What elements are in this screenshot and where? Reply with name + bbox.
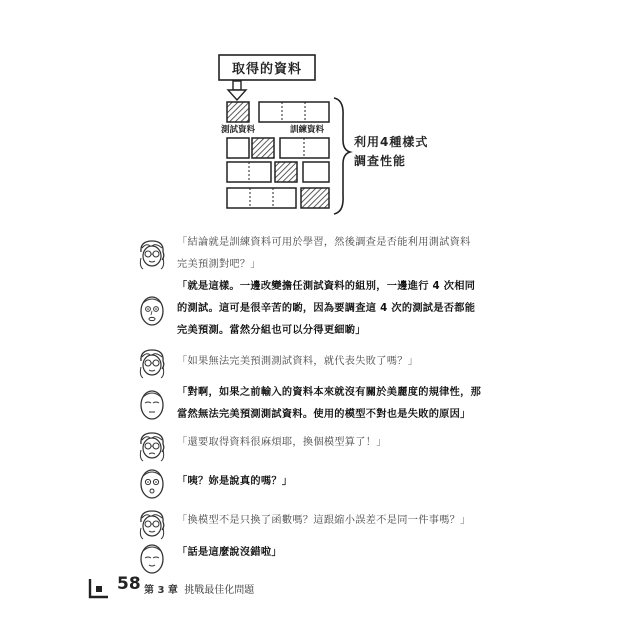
glasses-character-icon [137, 508, 167, 542]
data-title: 取得的資料 [231, 62, 303, 77]
label-train-data: 訓練資料 [289, 125, 325, 135]
round-character-icon [137, 388, 167, 422]
speech-line: 「換模型不是只換了函數嗎？這跟縮小誤差不是同一件事嗎？」 [177, 515, 471, 526]
speech-line: 「話是這麼說沒錯啦」 [177, 547, 282, 558]
label-test-data: 測試資料 [220, 125, 256, 135]
down-arrow-icon [228, 81, 246, 100]
page-footer [88, 574, 488, 604]
speech-text [177, 471, 507, 493]
speech-line: 當然無法完美預測測試資料。使用的模型不對也是失敗的原因」 [177, 409, 471, 420]
speech-text [177, 542, 507, 564]
speech-line: 「如果無法完美預測測試資料，就代表失敗了嗎？」 [177, 356, 419, 367]
fold-row-1 [227, 102, 329, 122]
round-character-icon [137, 542, 167, 576]
speech-line: 完美預測。當然分組也可以分得更細喲」 [177, 325, 366, 336]
page-number: 58 [117, 574, 141, 594]
fold-row-4 [227, 188, 329, 208]
speech-line: 完美預測對吧？」 [177, 259, 261, 270]
speech-text [177, 432, 507, 454]
speech-line: 「咦？妳是說真的嗎？」 [177, 476, 293, 487]
round-character-icon [137, 294, 167, 328]
cross-validation-diagram [0, 0, 620, 230]
speech-text [177, 510, 507, 532]
fold-test-block [227, 102, 249, 122]
speech-text [177, 351, 507, 373]
speech-line: 「結論就是訓練資料可用於學習，然後調查是否能利用測試資料 [177, 237, 471, 248]
speech-text [177, 232, 507, 276]
speech-text [177, 382, 507, 426]
glasses-character-icon [137, 347, 167, 381]
glasses-character-icon [137, 430, 167, 464]
corner-mark-icon [88, 577, 110, 599]
speech-line: 「還要取得資料很麻煩耶，換個模型算了！」 [177, 437, 387, 448]
speech-line: 的測試。這可是很辛苦的喲，因為要調查這 4 次的測試是否都能 [177, 303, 476, 314]
brace-note-line2: 調查性能 [354, 154, 407, 168]
glasses-character-icon [137, 238, 167, 272]
chapter-title: 挑戰最佳化問題 [184, 585, 255, 596]
brace-note-line1: 利用4種樣式 [354, 135, 429, 149]
fold-train-block [259, 102, 329, 122]
speech-line: 「就是這樣。一邊改變擔任測試資料的組別，一邊進行 4 次相同 [177, 281, 476, 292]
fold-row-3 [227, 162, 329, 182]
chapter-label: 第 3 章 [144, 585, 178, 596]
round-character-icon [137, 467, 167, 501]
speech-text [177, 276, 507, 342]
chapter-heading [144, 581, 254, 596]
speech-line: 「對啊，如果之前輸入的資料本來就沒有關於美麗度的規律性，那 [177, 387, 482, 398]
fold-row-2 [227, 138, 329, 158]
curly-brace-icon [334, 98, 350, 214]
